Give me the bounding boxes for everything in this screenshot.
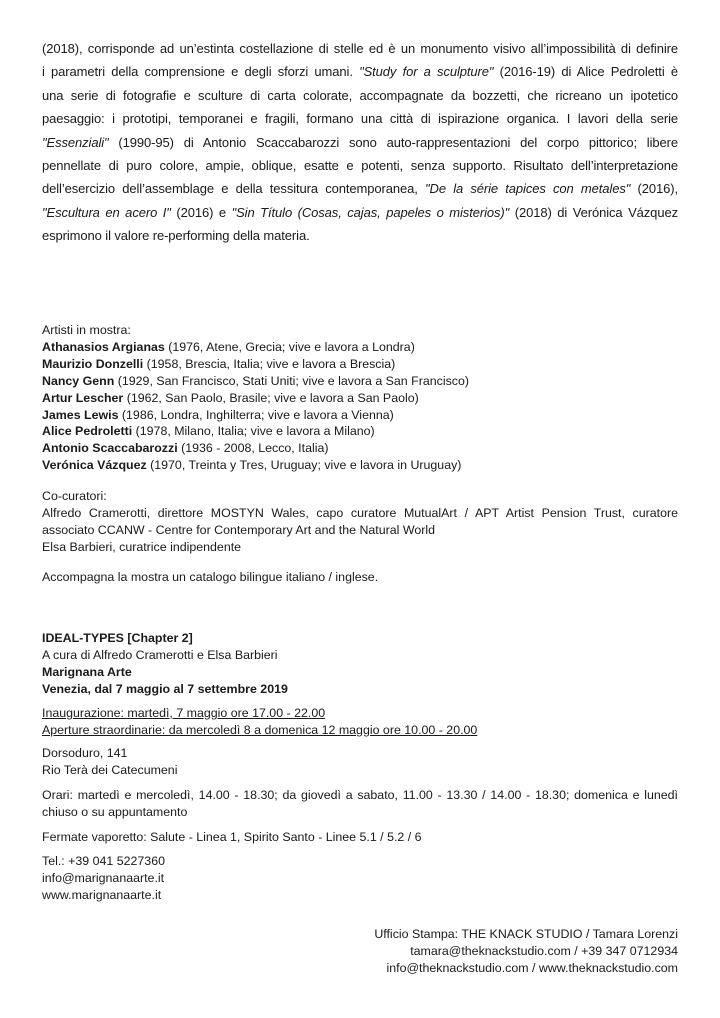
intro-text: (1990-95) di Antonio Scaccabarozzi sono auto-rappresentazioni del corpo pittorico; libere	[108, 134, 678, 150]
artist-item	[42, 356, 678, 373]
curator-line: Elsa Barbieri, curatrice indipendente	[42, 539, 242, 554]
intro-text: i parametri della comprensione e degli sforzi umani.	[42, 64, 360, 80]
exhibition-title: IDEAL-TYPES [Chapter 2]	[42, 631, 193, 645]
press-office	[278, 926, 678, 977]
exhibition-info	[42, 630, 678, 698]
catalogue-text: Accompagna la mostra un catalogo bilingue italiano / inglese.	[42, 570, 379, 584]
artist-name: Alice Pedroletti	[42, 424, 133, 439]
artist-details: (1929, San Francisco, Stati Uniti; vive e lavora a San Francisco)	[114, 373, 469, 388]
artist-details: (1986, Londra, Inghilterra; vive e lavora a Vienna)	[118, 407, 394, 422]
artist-item	[42, 373, 678, 390]
curators-heading: Co-curatori:	[42, 489, 107, 503]
artist-name: Antonio Scaccabarozzi	[42, 441, 178, 456]
intro-text: dell’esercizio dell’assemblage e della tessitura contemporanea,	[42, 181, 426, 197]
artist-item	[42, 457, 678, 474]
artist-name: Athanasios Argianas	[42, 339, 165, 354]
curator-line: associato CCANW - Centre for Contemporary Art and the Natural World	[42, 522, 435, 537]
opening-info	[42, 705, 678, 739]
opening-hours	[42, 787, 678, 821]
curated-by: A cura di Alfredo Cramerotti e Elsa Barbieri	[42, 647, 278, 662]
special-openings: Aperture straordinarie: da mercoledì 8 a domenica 12 maggio ore 10.00 - 20.00	[42, 722, 478, 737]
venue-phone: Tel.: +39 041 5227360	[42, 854, 165, 868]
press-office-line: Ufficio Stampa: THE KNACK STUDIO / Tamara Lorenzi	[374, 927, 678, 941]
artist-details: (1936 - 2008, Lecco, Italia)	[177, 441, 329, 456]
artist-item	[42, 440, 678, 457]
intro-line: una serie di fotografie e sculture di carta colorate, accompagnate da bozzetti, che ricreano un ipotetico	[42, 87, 678, 103]
exhibition-dates: Venezia, dal 7 maggio al 7 settembre 2019	[42, 681, 288, 696]
curator-line: Alfredo Cramerotti, direttore MOSTYN Wales, capo curatore MutualArt / APT Artist Pension Trust, curatore	[42, 505, 678, 520]
hours-line: Orari: martedì e mercoledì, 14.00 - 18.30; da giovedì a sabato, 11.00 - 13.30 / 14.00 - 18.30; domenica e lunedì	[42, 788, 678, 802]
intro-line: pennellate di puro colore, ampie, oblique, esatte e potenti, senza supporto. Risultato dell’interpretazione	[42, 158, 678, 174]
artwork-title: "Sin Título (Cosas, cajas, papeles o misterios)"	[231, 204, 510, 220]
address	[42, 745, 678, 779]
artist-details: (1978, Milano, Italia; vive e lavora a Milano)	[132, 424, 375, 439]
intro-text: (2018) di Verónica Vázquez	[509, 204, 678, 220]
artwork-title: "Study for a sculpture"	[359, 64, 494, 80]
intro-line	[42, 131, 678, 154]
artists-heading: Artisti in mostra:	[42, 323, 131, 337]
venue-name: Marignana Arte	[42, 664, 132, 679]
artist-name: James Lewis	[42, 407, 119, 422]
intro-line: esprimono il valore re-performing della materia.	[42, 228, 310, 244]
venue-email[interactable]: info@marignanaarte.it	[42, 870, 165, 885]
artist-name: Nancy Genn	[42, 373, 115, 388]
vaporetto-text: Fermate vaporetto: Salute - Linea 1, Spirito Santo - Linee 5.1 / 5.2 / 6	[42, 830, 422, 844]
artwork-title: "De la série tapices con metales"	[425, 181, 631, 197]
opening-time: Inaugurazione: martedì, 7 maggio ore 17.00 - 22.00	[42, 706, 326, 720]
address-line: Dorsoduro, 141	[42, 746, 128, 760]
intro-line	[42, 201, 678, 224]
catalogue-note	[42, 569, 678, 586]
artist-details: (1970, Treinta y Tres, Uruguay; vive e lavora in Uruguay)	[146, 458, 462, 473]
intro-text: (2016-19) di Alice Pedroletti è	[493, 64, 678, 80]
address-line: Rio Terà dei Catecumeni	[42, 762, 178, 777]
artist-name: Verónica Vázquez	[42, 458, 147, 473]
artist-item	[42, 423, 678, 440]
artist-details: (1962, San Paolo, Brasile; vive e lavora a San Paolo)	[123, 390, 419, 405]
intro-line: (2018), corrisponde ad un’estinta costellazione di stelle ed è un monumento visivo all’impossibilità di definire	[42, 41, 678, 56]
artist-item	[42, 339, 678, 356]
curators-section	[42, 488, 678, 556]
artist-details: (1976, Atene, Grecia; vive e lavora a Londra)	[164, 339, 415, 354]
intro-text: (2016),	[630, 181, 678, 197]
press-contact-line[interactable]: info@theknackstudio.com / www.theknackstudio.com	[386, 961, 678, 975]
artist-item	[42, 390, 678, 407]
intro-line	[42, 177, 678, 200]
artist-item	[42, 407, 678, 424]
vaporetto-stops	[42, 829, 678, 846]
artwork-title: "Escultura en acero I"	[42, 204, 171, 220]
intro-line: paesaggio: i prototipi, temporanei e fragili, formano una città di ispirazione organica. I lavori della serie	[42, 111, 678, 127]
artist-name: Maurizio Donzelli	[42, 356, 144, 371]
artist-details: (1958, Brescia, Italia; vive e lavora a Brescia)	[143, 356, 396, 371]
venue-contacts	[42, 853, 678, 904]
artists-section	[42, 322, 678, 474]
intro-text: (2016) e	[170, 204, 232, 220]
intro-line	[42, 60, 678, 83]
venue-website[interactable]: www.marignanaarte.it	[42, 887, 162, 902]
artist-name: Artur Lescher	[42, 390, 124, 405]
press-contact-line[interactable]: tamara@theknackstudio.com / +39 347 0712934	[410, 944, 678, 958]
hours-line: chiuso o su appuntamento	[42, 804, 188, 819]
intro-paragraph	[42, 37, 678, 248]
artwork-title: "Essenziali"	[42, 134, 109, 150]
